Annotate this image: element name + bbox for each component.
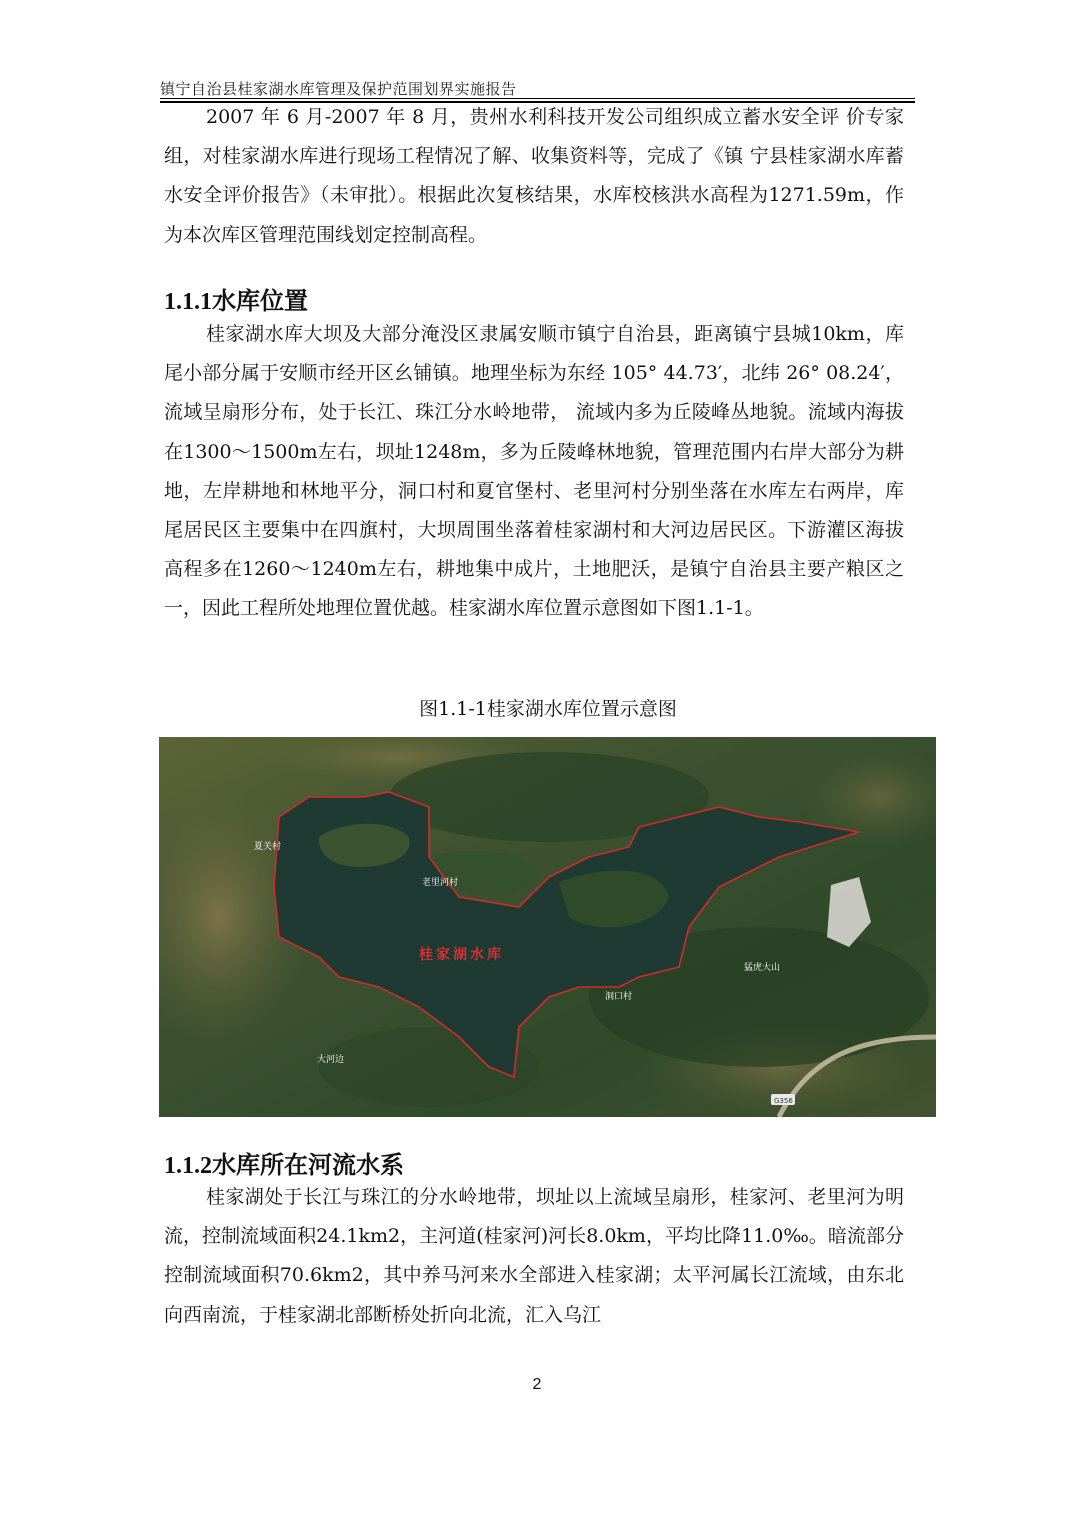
label-road: G356: [774, 1097, 793, 1105]
label-village-west: 夏关村: [254, 842, 282, 852]
label-mountain: 猛虎大山: [744, 963, 781, 973]
figure-caption: 图1.1-1桂家湖水库位置示意图: [419, 698, 677, 720]
label-village-dahebian: 大河边: [317, 1055, 345, 1065]
label-village-laolihe: 老里河村: [422, 878, 459, 888]
reservoir-satellite-map: [159, 737, 936, 1117]
section-heading-river: 1.1.2水库所在河流水系: [164, 1153, 404, 1179]
section-heading-location: 1.1.1水库位置: [164, 289, 308, 315]
location-paragraph: 桂家湖水库大坝及大部分淹没区隶属安顺市镇宁自治县，距离镇宁县城10km，库尾小部分属于安顺市经开区幺铺镇。地理坐标为东经 105° 44.73′，北纬 26° 08.24′，流域呈扇形分布，处于长江、珠江分水岭地带， 流域内多为丘陵峰丛地貌。流域内海拔在1300～1500m左右，坝址1248m，多为丘陵峰林地貌，管理范围内右岸大部分为耕地，左岸耕地和林地平分，洞口村和夏官堡村、老里河村分别坐落在水库左右两岸，库尾居民区主要集中在四旗村，大坝周围坐落着桂家湖村和大河边居民区。下游灌区海拔高程多在1260～1240m左右，耕地集中成片，土地肥沃，是镇宁自治县主要产粮区之一，因此工程所处地理位置优越。桂家湖水库位置示意图如下图1.1-1。: [164, 323, 904, 620]
intro-paragraph: 2007 年 6 月-2007 年 8 月，贵州水利科技开发公司组织成立蓄水安全评 价专家组，对桂家湖水库进行现场工程情况了解、收集资料等，完成了《镇 宁县桂家湖水库蓄水安全评价报告》（未审批）。根据此次复核结果，水库校核洪水高程为1271.59m，作为本次库区管理范围线划定控制高程。: [164, 106, 904, 246]
label-reservoir: 桂家湖水库: [419, 947, 504, 963]
map-svg: [159, 737, 936, 1117]
page-number: 2: [532, 1376, 542, 1393]
river-paragraph: 桂家湖处于长江与珠江的分水岭地带，坝址以上流域呈扇形，桂家河、老里河为明流，控制流域面积24.1km2，主河道(桂家河)河长8.0km，平均比降11.0‰。暗流部分控制流域面积70.6km2，其中养马河来水全部进入桂家湖；太平河属长江流域，由东北向西南流，于桂家湖北部断桥处折向北流，汇入乌江: [164, 1186, 904, 1326]
label-village-dongkou: 洞口村: [605, 992, 633, 1002]
running-header: 镇宁自治县桂家湖水库管理及保护范围划界实施报告: [160, 80, 517, 98]
